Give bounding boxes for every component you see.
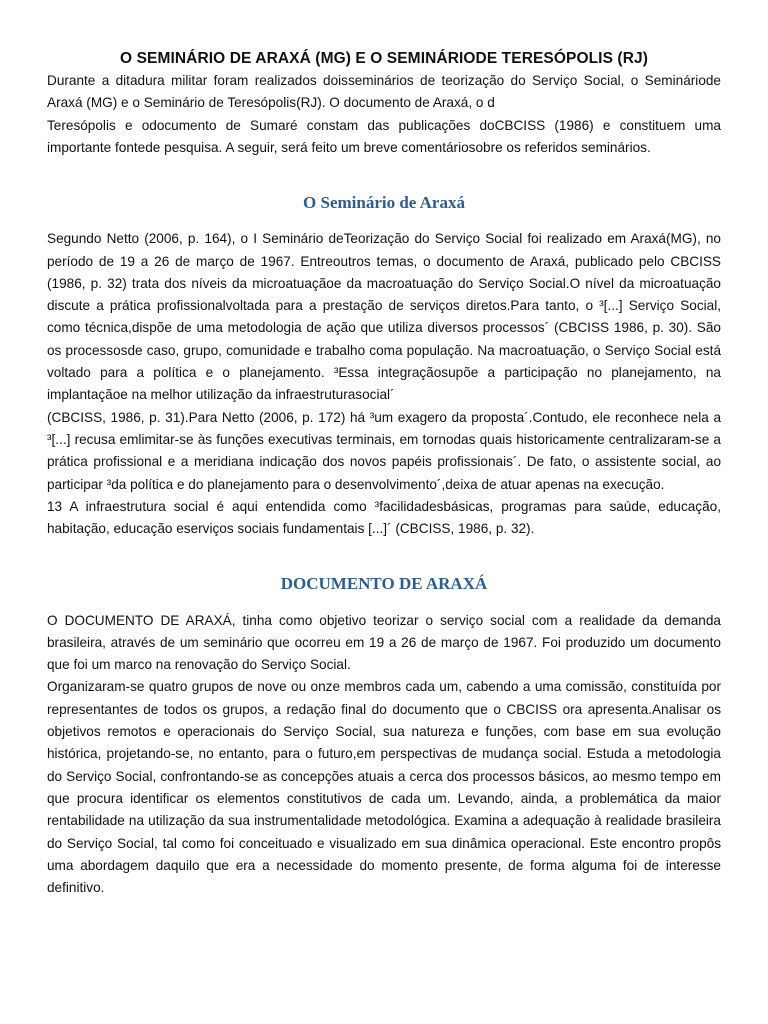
footnote-paragraph: 13 A infraestrutura social é aqui entendida como ³facilidadesbásicas, programas para saúde, educação, habitação, educação eserviços sociais fundamentais [...]´ (CBCISS, 1986, p. 32).: [47, 498, 721, 537]
netto-paragraph-2: (CBCISS, 1986, p. 31).Para Netto (2006, p. 172) há ³um exagero da proposta´.Contudo, ele reconhece nela a ³[...] recusa emlimitar-se às funções executivas terminais, em tornodas quais historicamente centralizaram-se a prática profissional e a meridiana indicação dos novos papéis profissionais´. De fato, o assistente social, ao participar ³da política e do planejamento para o desenvolvimento´,deixa de atuar apenas na execução.: [47, 409, 721, 492]
document-page: [47, 0, 721, 899]
documento-paragraph-2: Organizaram-se quatro grupos de nove ou onze membros cada um, cabendo a uma comissão, constituída por representantes de todos os grupos, a redação final do documento que o CBCISS ora apresenta.Analisar os objetivos remotos e operacionais do Serviço Social, sua natureza e funções, com base em sua evolução histórica, projetando-se, no entanto, para o futuro,em perspectivas de mudança social. Estuda a metodologia do Serviço Social, confrontando-se as concepções atuais a cerca dos processos básicos, ao mesmo tempo em que procura identificar os elementos constitutivos de cada um. Levando, ainda, a problemática da maior rentabilidade na utilização da sua instrumentalidade metodológica. Examina a adequação à realidade brasileira do Serviço Social, tal como foi conceituado e visualizado em sua dinâmica operacional. Este encontro propôs uma abordagem daquilo que era a necessidade do momento presente, de forma alguma foi de interesse definitivo.: [47, 679, 721, 896]
netto-paragraph-1: Segundo Netto (2006, p. 164), o I Seminário deTeorização do Serviço Social foi realizado em Araxá(MG), no período de 19 a 26 de março de 1967. Entreoutros temas, o documento de Araxá, publicado pelo CBCISS (1986, p. 32) trata dos níveis da microatuaçãoe da macroatuação do Serviço Social.O nível da microatuação discute a prática profissionalvoltada para a prestação de serviços diretos.Para tanto, o ³[...] Serviço Social, como técnica,dispõe de uma metodologia de ação que utiliza diversos processos´ (CBCISS 1986, p. 30). São os processosde caso, grupo, comunidade e trabalho coma população. Na macroatuação, o Serviço Social está voltado para a política e o planejamento. ³Essa integraçãosupõe a participação no planejamento, na implantaçãoe na melhor utilização da infraestruturasocial´: [47, 231, 721, 403]
section-heading-documento-araxa: DOCUMENTO DE ARAXÁ: [280, 574, 488, 594]
document-title: O SEMINÁRIO DE ARAXÁ (MG) E O SEMINÁRIODE TERESÓPOLIS (RJ): [120, 50, 648, 67]
intro-paragraph-2: Teresópolis e odocumento de Sumaré constam das publicações doCBCISS (1986) e constituem uma importante fontede pesquisa. A seguir, será feito um breve comentáriosobre os referidos seminários.: [47, 117, 721, 155]
documento-paragraph-1: O DOCUMENTO DE ARAXÁ, tinha como objetivo teorizar o serviço social com a realidade da demanda brasileira, através de um seminário que ocorreu em 19 a 26 de março de 1967. Foi produzido um documento que foi um marco na renovação do Serviço Social.: [47, 612, 721, 673]
section-heading-seminario-araxa: O Seminário de Araxá: [303, 193, 465, 213]
intro-paragraph-1: Durante a ditadura militar foram realizados doisseminários de teorização do Serviço Social, o Semináriode Araxá (MG) e o Seminário de Teresópolis(RJ). O documento de Araxá, o d: [47, 73, 721, 111]
